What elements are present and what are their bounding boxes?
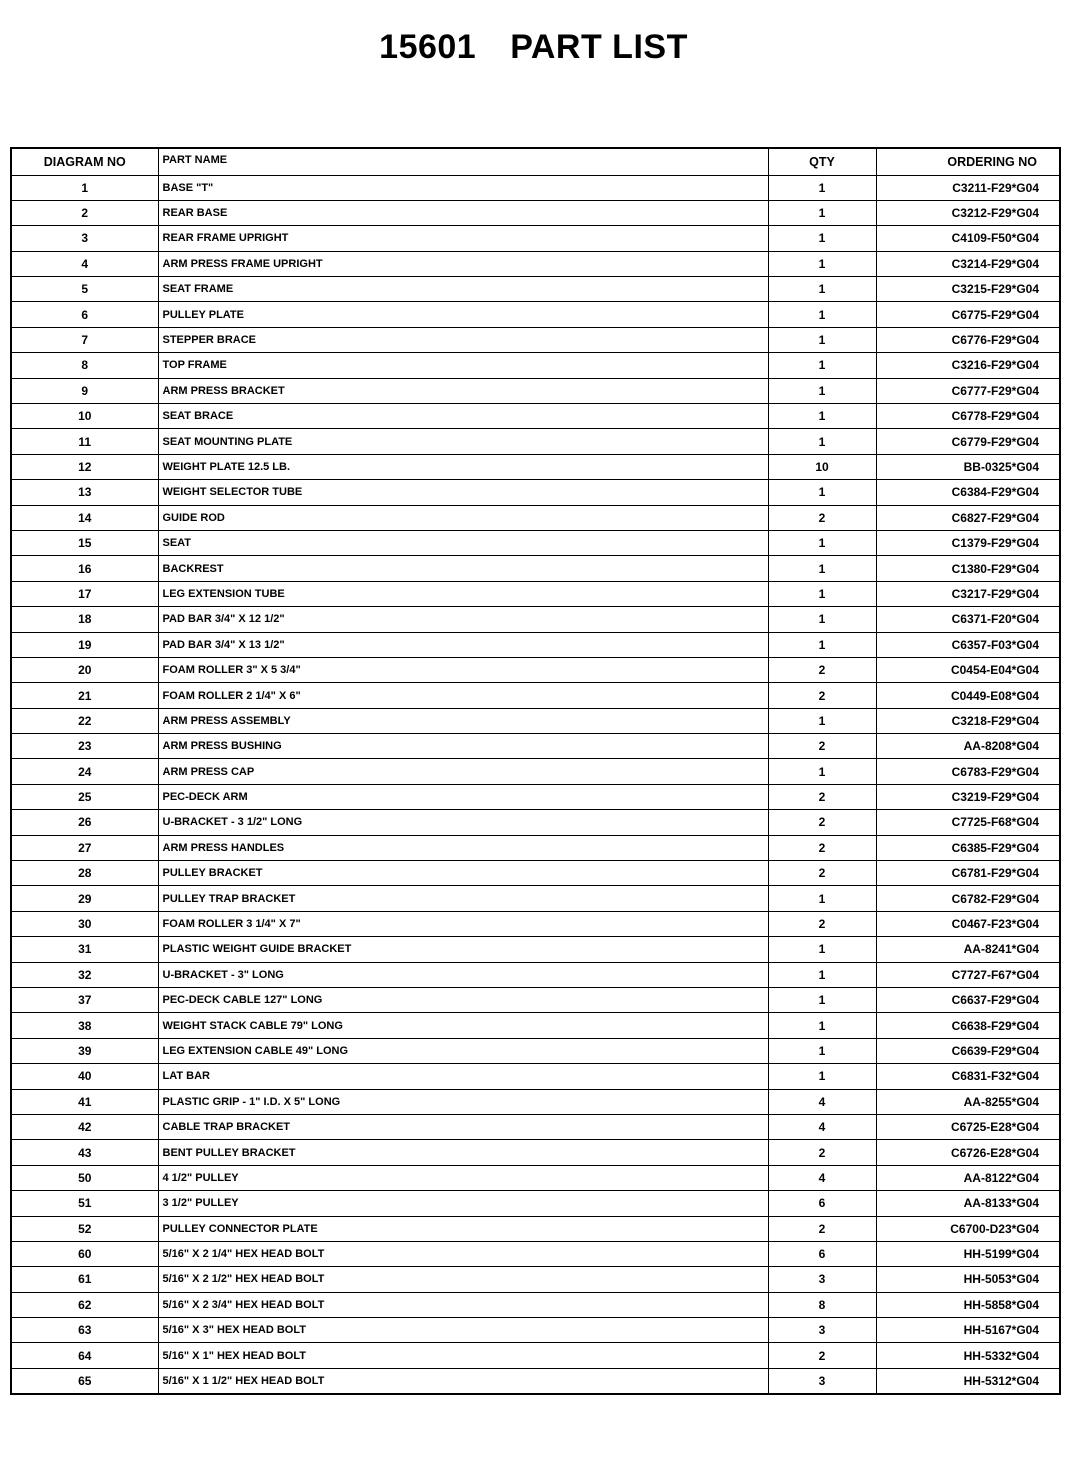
table-row	[11, 734, 1060, 759]
diagram-no-cell: 41	[11, 1089, 158, 1114]
table-row	[11, 429, 1060, 454]
page-title	[0, 28, 1067, 67]
diagram-no-cell: 31	[11, 937, 158, 962]
diagram-no-cell: 27	[11, 835, 158, 860]
qty-cell: 3	[768, 1267, 876, 1292]
diagram-no-cell: 1	[11, 175, 158, 200]
ordering-no-cell: AA-8208*G04	[876, 734, 1060, 759]
part-name-cell: U-BRACKET - 3 1/2" LONG	[158, 810, 768, 835]
table-row	[11, 530, 1060, 555]
diagram-no-cell: 3	[11, 226, 158, 251]
part-name-cell: 5/16" X 3" HEX HEAD BOLT	[158, 1318, 768, 1343]
table-row	[11, 962, 1060, 987]
part-name-cell: PAD BAR 3/4" X 13 1/2"	[158, 632, 768, 657]
qty-cell: 1	[768, 429, 876, 454]
part-name-cell: LEG EXTENSION TUBE	[158, 581, 768, 606]
table-row	[11, 607, 1060, 632]
ordering-no-cell: C6778-F29*G04	[876, 404, 1060, 429]
part-name-cell: BACKREST	[158, 556, 768, 581]
diagram-no-cell: 52	[11, 1216, 158, 1241]
table-row	[11, 378, 1060, 403]
qty-cell: 1	[768, 353, 876, 378]
part-name-cell: ARM PRESS ASSEMBLY	[158, 708, 768, 733]
ordering-no-cell: C3214-F29*G04	[876, 251, 1060, 276]
table-row	[11, 657, 1060, 682]
ordering-no-cell: C3218-F29*G04	[876, 708, 1060, 733]
part-name-cell: SEAT BRACE	[158, 404, 768, 429]
diagram-no-cell: 17	[11, 581, 158, 606]
table-row	[11, 861, 1060, 886]
table-row	[11, 1064, 1060, 1089]
ordering-no-cell: C0454-E04*G04	[876, 657, 1060, 682]
ordering-no-cell: C7725-F68*G04	[876, 810, 1060, 835]
table-row	[11, 1165, 1060, 1190]
ordering-no-cell: HH-5053*G04	[876, 1267, 1060, 1292]
qty-cell: 4	[768, 1114, 876, 1139]
qty-cell: 1	[768, 175, 876, 200]
part-name-cell: SEAT MOUNTING PLATE	[158, 429, 768, 454]
qty-cell: 2	[768, 861, 876, 886]
diagram-no-cell: 50	[11, 1165, 158, 1190]
ordering-no-cell: C0449-E08*G04	[876, 683, 1060, 708]
diagram-no-cell: 18	[11, 607, 158, 632]
ordering-no-cell: C3219-F29*G04	[876, 784, 1060, 809]
diagram-no-cell: 9	[11, 378, 158, 403]
part-name-cell: FOAM ROLLER 3" X 5 3/4"	[158, 657, 768, 682]
diagram-no-cell: 28	[11, 861, 158, 886]
ordering-no-cell: C6357-F03*G04	[876, 632, 1060, 657]
ordering-no-cell: C6384-F29*G04	[876, 480, 1060, 505]
diagram-no-cell: 4	[11, 251, 158, 276]
qty-cell: 1	[768, 937, 876, 962]
table-row	[11, 175, 1060, 200]
diagram-no-cell: 15	[11, 530, 158, 555]
table-body	[11, 175, 1060, 1394]
qty-cell: 1	[768, 378, 876, 403]
diagram-no-cell: 23	[11, 734, 158, 759]
ordering-no-cell: C6827-F29*G04	[876, 505, 1060, 530]
ordering-no-cell: HH-5167*G04	[876, 1318, 1060, 1343]
qty-cell: 1	[768, 556, 876, 581]
part-name-cell: 5/16" X 2 1/2" HEX HEAD BOLT	[158, 1267, 768, 1292]
qty-cell: 2	[768, 657, 876, 682]
title-text: PART LIST	[510, 28, 688, 66]
part-name-cell: ARM PRESS HANDLES	[158, 835, 768, 860]
qty-cell: 1	[768, 886, 876, 911]
qty-cell: 1	[768, 988, 876, 1013]
diagram-no-cell: 51	[11, 1191, 158, 1216]
diagram-no-cell: 21	[11, 683, 158, 708]
diagram-no-cell: 8	[11, 353, 158, 378]
part-name-cell: 5/16" X 1" HEX HEAD BOLT	[158, 1343, 768, 1368]
diagram-no-cell: 30	[11, 911, 158, 936]
header-ordering-no: ORDERING NO	[876, 148, 1060, 175]
diagram-no-cell: 61	[11, 1267, 158, 1292]
part-name-cell: FOAM ROLLER 2 1/4" X 6"	[158, 683, 768, 708]
diagram-no-cell: 62	[11, 1292, 158, 1317]
qty-cell: 2	[768, 784, 876, 809]
table-row	[11, 1216, 1060, 1241]
qty-cell: 1	[768, 607, 876, 632]
diagram-no-cell: 11	[11, 429, 158, 454]
qty-cell: 1	[768, 962, 876, 987]
table-row	[11, 683, 1060, 708]
ordering-no-cell: C1379-F29*G04	[876, 530, 1060, 555]
qty-cell: 2	[768, 1140, 876, 1165]
qty-cell: 1	[768, 302, 876, 327]
part-name-cell: PEC-DECK ARM	[158, 784, 768, 809]
qty-cell: 8	[768, 1292, 876, 1317]
ordering-no-cell: C1380-F29*G04	[876, 556, 1060, 581]
ordering-no-cell: C3216-F29*G04	[876, 353, 1060, 378]
table-row	[11, 708, 1060, 733]
table-row	[11, 1114, 1060, 1139]
table-row	[11, 1191, 1060, 1216]
qty-cell: 1	[768, 404, 876, 429]
qty-cell: 6	[768, 1241, 876, 1266]
diagram-no-cell: 20	[11, 657, 158, 682]
ordering-no-cell: C6775-F29*G04	[876, 302, 1060, 327]
table-row	[11, 911, 1060, 936]
diagram-no-cell: 19	[11, 632, 158, 657]
qty-cell: 4	[768, 1165, 876, 1190]
table-row	[11, 835, 1060, 860]
part-name-cell: GUIDE ROD	[158, 505, 768, 530]
qty-cell: 2	[768, 1216, 876, 1241]
table-row	[11, 810, 1060, 835]
qty-cell: 4	[768, 1089, 876, 1114]
qty-cell: 1	[768, 530, 876, 555]
ordering-no-cell: C6725-E28*G04	[876, 1114, 1060, 1139]
ordering-no-cell: HH-5312*G04	[876, 1368, 1060, 1393]
diagram-no-cell: 10	[11, 404, 158, 429]
table-row	[11, 1292, 1060, 1317]
part-name-cell: ARM PRESS FRAME UPRIGHT	[158, 251, 768, 276]
table-row	[11, 1318, 1060, 1343]
qty-cell: 1	[768, 480, 876, 505]
qty-cell: 1	[768, 251, 876, 276]
ordering-no-cell: C4109-F50*G04	[876, 226, 1060, 251]
diagram-no-cell: 42	[11, 1114, 158, 1139]
qty-cell: 1	[768, 327, 876, 352]
part-name-cell: PLASTIC WEIGHT GUIDE BRACKET	[158, 937, 768, 962]
ordering-no-cell: C6637-F29*G04	[876, 988, 1060, 1013]
diagram-no-cell: 6	[11, 302, 158, 327]
part-name-cell: PAD BAR 3/4" X 12 1/2"	[158, 607, 768, 632]
qty-cell: 1	[768, 277, 876, 302]
qty-cell: 10	[768, 454, 876, 479]
ordering-no-cell: C6700-D23*G04	[876, 1216, 1060, 1241]
qty-cell: 1	[768, 1064, 876, 1089]
ordering-no-cell: C0467-F23*G04	[876, 911, 1060, 936]
ordering-no-cell: C3215-F29*G04	[876, 277, 1060, 302]
ordering-no-cell: C7727-F67*G04	[876, 962, 1060, 987]
ordering-no-cell: AA-8241*G04	[876, 937, 1060, 962]
ordering-no-cell: AA-8133*G04	[876, 1191, 1060, 1216]
qty-cell: 2	[768, 835, 876, 860]
diagram-no-cell: 24	[11, 759, 158, 784]
table-row	[11, 404, 1060, 429]
diagram-no-cell: 65	[11, 1368, 158, 1393]
part-name-cell: WEIGHT SELECTOR TUBE	[158, 480, 768, 505]
part-name-cell: REAR FRAME UPRIGHT	[158, 226, 768, 251]
qty-cell: 1	[768, 1013, 876, 1038]
qty-cell: 6	[768, 1191, 876, 1216]
table-row	[11, 1343, 1060, 1368]
qty-cell: 1	[768, 581, 876, 606]
diagram-no-cell: 32	[11, 962, 158, 987]
table-row	[11, 327, 1060, 352]
ordering-no-cell: C6783-F29*G04	[876, 759, 1060, 784]
ordering-no-cell: C3211-F29*G04	[876, 175, 1060, 200]
qty-cell: 2	[768, 505, 876, 530]
qty-cell: 3	[768, 1318, 876, 1343]
table-row	[11, 200, 1060, 225]
qty-cell: 1	[768, 1038, 876, 1063]
header-qty: QTY	[768, 148, 876, 175]
part-name-cell: SEAT FRAME	[158, 277, 768, 302]
part-name-cell: 5/16" X 1 1/2" HEX HEAD BOLT	[158, 1368, 768, 1393]
ordering-no-cell: C6371-F20*G04	[876, 607, 1060, 632]
ordering-no-cell: C6777-F29*G04	[876, 378, 1060, 403]
table-row	[11, 454, 1060, 479]
part-name-cell: WEIGHT PLATE 12.5 LB.	[158, 454, 768, 479]
table-row	[11, 1267, 1060, 1292]
ordering-no-cell: C6385-F29*G04	[876, 835, 1060, 860]
table-row	[11, 226, 1060, 251]
parts-table	[10, 147, 1061, 1395]
part-name-cell: PEC-DECK CABLE 127" LONG	[158, 988, 768, 1013]
diagram-no-cell: 43	[11, 1140, 158, 1165]
table-row	[11, 581, 1060, 606]
table-row	[11, 556, 1060, 581]
part-name-cell: PULLEY BRACKET	[158, 861, 768, 886]
diagram-no-cell: 40	[11, 1064, 158, 1089]
table-row	[11, 505, 1060, 530]
part-name-cell: LAT BAR	[158, 1064, 768, 1089]
part-name-cell: LEG EXTENSION CABLE 49" LONG	[158, 1038, 768, 1063]
diagram-no-cell: 29	[11, 886, 158, 911]
qty-cell: 2	[768, 734, 876, 759]
part-name-cell: BASE "T"	[158, 175, 768, 200]
table-row	[11, 632, 1060, 657]
diagram-no-cell: 14	[11, 505, 158, 530]
part-name-cell: PULLEY TRAP BRACKET	[158, 886, 768, 911]
part-name-cell: 5/16" X 2 3/4" HEX HEAD BOLT	[158, 1292, 768, 1317]
part-name-cell: REAR BASE	[158, 200, 768, 225]
qty-cell: 3	[768, 1368, 876, 1393]
ordering-no-cell: C6782-F29*G04	[876, 886, 1060, 911]
part-name-cell: 3 1/2" PULLEY	[158, 1191, 768, 1216]
table-row	[11, 1140, 1060, 1165]
diagram-no-cell: 25	[11, 784, 158, 809]
ordering-no-cell: HH-5858*G04	[876, 1292, 1060, 1317]
table-row	[11, 480, 1060, 505]
part-name-cell: U-BRACKET - 3" LONG	[158, 962, 768, 987]
ordering-no-cell: HH-5332*G04	[876, 1343, 1060, 1368]
table-row	[11, 302, 1060, 327]
qty-cell: 1	[768, 200, 876, 225]
qty-cell: 2	[768, 911, 876, 936]
diagram-no-cell: 2	[11, 200, 158, 225]
model-number: 15601	[379, 28, 477, 66]
ordering-no-cell: HH-5199*G04	[876, 1241, 1060, 1266]
ordering-no-cell: AA-8122*G04	[876, 1165, 1060, 1190]
table-row	[11, 1013, 1060, 1038]
qty-cell: 1	[768, 226, 876, 251]
diagram-no-cell: 5	[11, 277, 158, 302]
table-row	[11, 1038, 1060, 1063]
diagram-no-cell: 60	[11, 1241, 158, 1266]
ordering-no-cell: C6639-F29*G04	[876, 1038, 1060, 1063]
qty-cell: 1	[768, 632, 876, 657]
table-row	[11, 251, 1060, 276]
diagram-no-cell: 7	[11, 327, 158, 352]
ordering-no-cell: C6779-F29*G04	[876, 429, 1060, 454]
part-name-cell: STEPPER BRACE	[158, 327, 768, 352]
part-name-cell: ARM PRESS BRACKET	[158, 378, 768, 403]
diagram-no-cell: 63	[11, 1318, 158, 1343]
part-name-cell: BENT PULLEY BRACKET	[158, 1140, 768, 1165]
diagram-no-cell: 38	[11, 1013, 158, 1038]
qty-cell: 2	[768, 810, 876, 835]
table-header-row	[11, 148, 1060, 175]
table-row	[11, 1241, 1060, 1266]
part-name-cell: 5/16" X 2 1/4" HEX HEAD BOLT	[158, 1241, 768, 1266]
diagram-no-cell: 37	[11, 988, 158, 1013]
table-row	[11, 784, 1060, 809]
diagram-no-cell: 22	[11, 708, 158, 733]
diagram-no-cell: 12	[11, 454, 158, 479]
ordering-no-cell: C6726-E28*G04	[876, 1140, 1060, 1165]
diagram-no-cell: 64	[11, 1343, 158, 1368]
ordering-no-cell: C6638-F29*G04	[876, 1013, 1060, 1038]
table-row	[11, 988, 1060, 1013]
header-diagram-no: DIAGRAM NO	[11, 148, 158, 175]
diagram-no-cell: 26	[11, 810, 158, 835]
part-name-cell: ARM PRESS BUSHING	[158, 734, 768, 759]
ordering-no-cell: C6781-F29*G04	[876, 861, 1060, 886]
ordering-no-cell: BB-0325*G04	[876, 454, 1060, 479]
part-name-cell: WEIGHT STACK CABLE 79" LONG	[158, 1013, 768, 1038]
part-name-cell: PULLEY CONNECTOR PLATE	[158, 1216, 768, 1241]
table-row	[11, 277, 1060, 302]
diagram-no-cell: 13	[11, 480, 158, 505]
part-name-cell: CABLE TRAP BRACKET	[158, 1114, 768, 1139]
ordering-no-cell: C6831-F32*G04	[876, 1064, 1060, 1089]
part-name-cell: 4 1/2" PULLEY	[158, 1165, 768, 1190]
ordering-no-cell: C6776-F29*G04	[876, 327, 1060, 352]
part-name-cell: PLASTIC GRIP - 1" I.D. X 5" LONG	[158, 1089, 768, 1114]
table-row	[11, 1089, 1060, 1114]
part-name-cell: SEAT	[158, 530, 768, 555]
table-row	[11, 353, 1060, 378]
part-name-cell: PULLEY PLATE	[158, 302, 768, 327]
table-row	[11, 937, 1060, 962]
part-name-cell: TOP FRAME	[158, 353, 768, 378]
qty-cell: 2	[768, 683, 876, 708]
part-name-cell: FOAM ROLLER 3 1/4" X 7"	[158, 911, 768, 936]
qty-cell: 2	[768, 1343, 876, 1368]
ordering-no-cell: AA-8255*G04	[876, 1089, 1060, 1114]
qty-cell: 1	[768, 759, 876, 784]
diagram-no-cell: 39	[11, 1038, 158, 1063]
qty-cell: 1	[768, 708, 876, 733]
table-row	[11, 886, 1060, 911]
table-row	[11, 1368, 1060, 1393]
header-part-name: PART NAME	[158, 148, 768, 175]
table-row	[11, 759, 1060, 784]
ordering-no-cell: C3212-F29*G04	[876, 200, 1060, 225]
ordering-no-cell: C3217-F29*G04	[876, 581, 1060, 606]
diagram-no-cell: 16	[11, 556, 158, 581]
part-name-cell: ARM PRESS CAP	[158, 759, 768, 784]
